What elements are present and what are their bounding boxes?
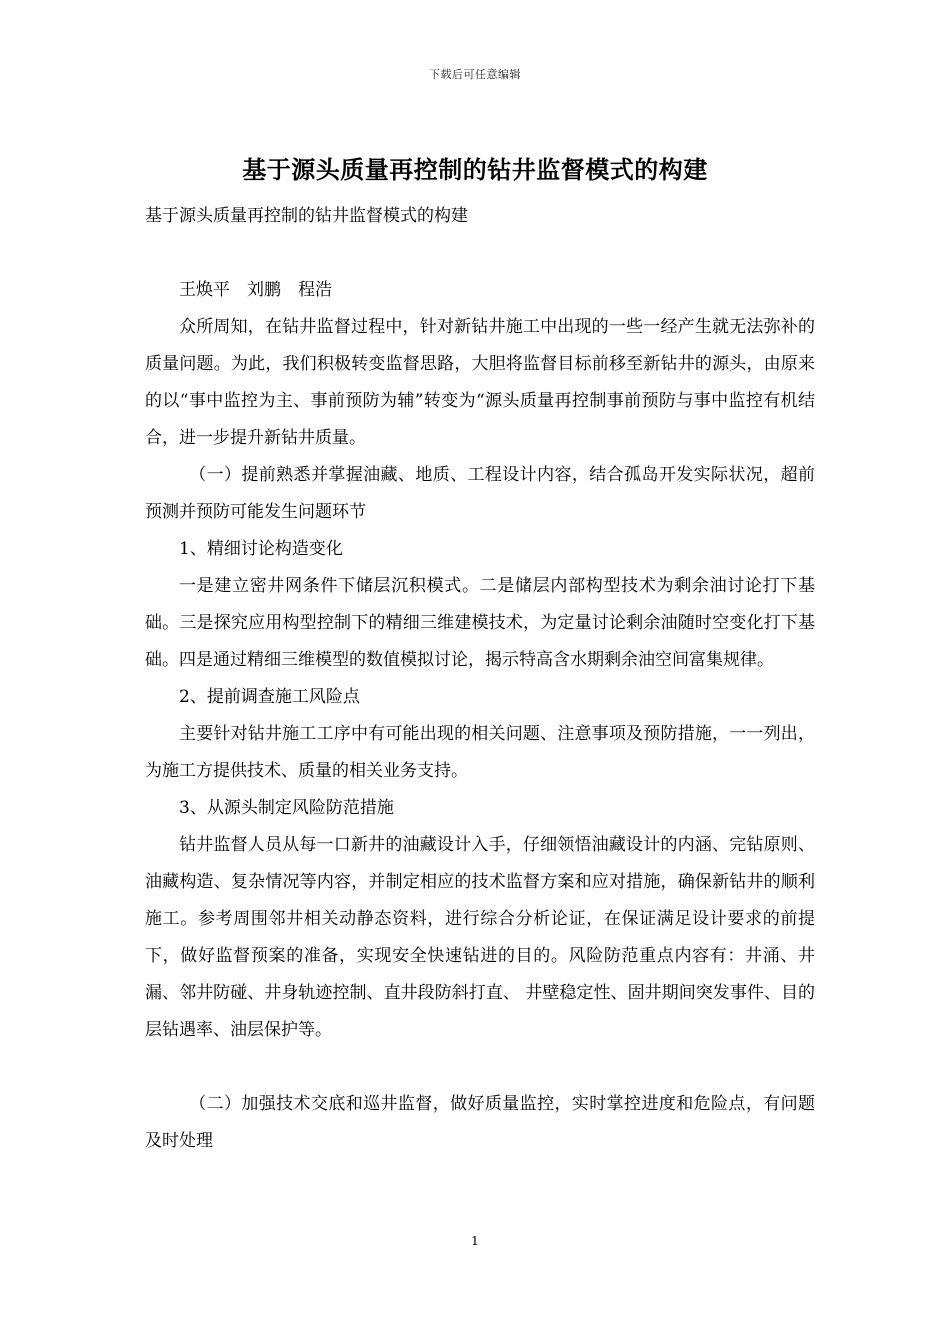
- paragraph-gap: [145, 1049, 815, 1086]
- subheading-1: 1、精细讨论构造变化: [179, 539, 343, 559]
- paragraph-risk-measures: 钻井监督人员从每一口新井的油藏设计入手，仔细领悟油藏设计的内涵、完钻原则、油藏构造、复杂情况等内容，并制定相应的技术监督方案和应对措施，确保新钻井的顺利施工。参考周围邻井相关动静态资料，进行综合分析论证，在保证满足设计要求的前提下，做好监督预案的准备，实现安全快速钻进的目的。风险防范重点内容有：井涌、井漏、邻井防碰、井身轨迹控制、直井段防斜打直、 井壁稳定性、固井期间突发事件、目的层钻遇率、油层保护等。: [145, 835, 815, 1040]
- paragraph-structure-study: 一是建立密井网条件下储层沉积模式。二是储层内部构型技术为剩余油讨论打下基础。三是探究应用构型控制下的精细三维建模技术，为定量讨论剩余油随时空变化打下基础。四是通过精细三维模型的数值模拟讨论，揭示特高含水期剩余油空间富集规律。: [145, 576, 815, 670]
- subheading-2: 2、提前调查施工风险点: [179, 687, 360, 707]
- header-note: 下载后可任意编辑: [429, 68, 521, 81]
- intro-paragraph: 众所周知，在钻井监督过程中，针对新钻井施工中出现的一些一经产生就无法弥补的质量问题。为此，我们积极转变监督思路，大胆将监督目标前移至新钻井的源头，由原来的以“事中监控为主、事前预防为辅”转变为“源头质量再控制事前预防与事中监控有机结合，进一步提升新钻井质量。: [145, 317, 815, 448]
- document-body: [145, 272, 815, 1160]
- paragraph-risk-survey: 主要针对钻井施工工序中有可能出现的相关问题、注意事项及预防措施，一一列出，为施工方提供技术、质量的相关业务支持。: [145, 724, 815, 781]
- document-title: 基于源头质量再控制的钻井监督模式的构建: [242, 155, 708, 184]
- section-heading-2: （二）加强技术交底和巡井监督，做好质量监控，实时掌控进度和危险点，有问题及时处理: [145, 1094, 815, 1151]
- page-number: 1: [471, 1234, 479, 1248]
- authors-line: 王焕平 刘鹏 程浩: [179, 280, 332, 300]
- document-subtitle: 基于源头质量再控制的钻井监督模式的构建: [145, 206, 468, 226]
- subheading-3: 3、从源头制定风险防范措施: [179, 798, 394, 818]
- section-heading-1: （一）提前熟悉并掌握油藏、地质、工程设计内容，结合孤岛开发实际状况，超前预测并预防可能发生问题环节: [145, 465, 815, 522]
